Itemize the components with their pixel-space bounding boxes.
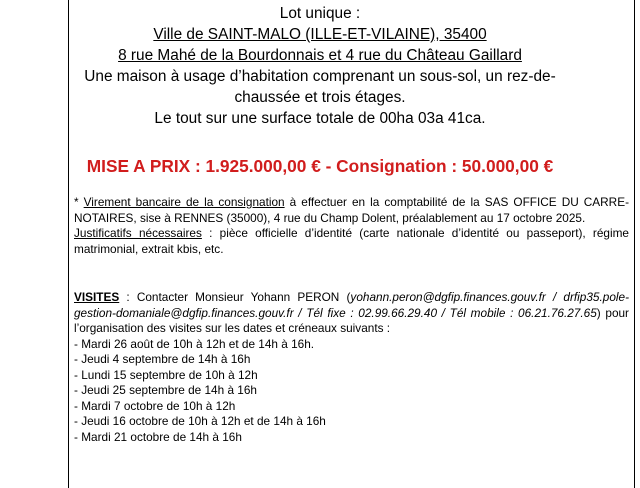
- visit-date-item: - Jeudi 25 septembre de 14h à 16h: [74, 383, 257, 397]
- lot-address: 8 rue Mahé de la Bourdonnais et 4 rue du Château Gaillard: [118, 47, 522, 64]
- visit-date-item: - Mardi 26 août de 10h à 12h et de 14h à 16h.: [74, 336, 315, 351]
- visites-contact: yohann.peron@dgfip.finances.gouv.fr / drfip35.pole-gestion-domaniale@dgfip.finances.gouv.fr / Tél fixe : 02.99.66.29.40 / Tél mobile : 06.21.76.27.65: [74, 290, 629, 320]
- visit-dates-list: [74, 337, 629, 446]
- visit-date-item: - Mardi 7 octobre de 10h à 12h: [74, 398, 236, 413]
- visit-date-item: - Jeudi 16 octobre de 10h à 12h et de 14h à 16h: [74, 414, 326, 428]
- lot-desc-line1: Une maison à usage d’habitation comprenant un sous-sol, un rez-de-: [84, 68, 556, 85]
- visites-outro: ) pour l’organisation des visites sur les dates et créneaux suivants :: [74, 305, 629, 335]
- consignation-link: Virement bancaire de la consignation: [83, 195, 285, 209]
- lot-surface: Le tout sur une surface totale de 00ha 03a 41ca.: [154, 110, 486, 127]
- lot-city: Ville de SAINT-MALO (ILLE-ET-VILAINE), 35400: [153, 26, 487, 43]
- lot-description: [0, 3, 640, 129]
- visit-date-item: - Mardi 21 octobre de 14h à 16h: [74, 429, 242, 444]
- visit-date-item: - Jeudi 4 septembre de 14h à 16h: [74, 352, 251, 366]
- visites-paragraph: [74, 290, 629, 337]
- lot-desc-line2: chaussée et trois étages.: [234, 89, 406, 106]
- visites-label: VISITES: [74, 290, 120, 304]
- visites-section: [74, 290, 629, 445]
- price-line: MISE A PRIX : 1.925.000,00 € - Consignation : 50.000,00 €: [86, 156, 554, 176]
- visites-intro: : Contacter Monsieur Yohann PERON (: [119, 290, 351, 304]
- lot-title: Lot unique :: [279, 5, 361, 22]
- consignation-text: à effectuer en la comptabilité de la SAS OFFICE DU CARRE-NOTAIRES, sise à RENNES (35000), 4 rue du Champ Dolent, préalablement au 17 octobre 2025.: [74, 195, 629, 225]
- justificatifs-label: Justificatifs nécessaires: [74, 226, 202, 240]
- consignation-paragraph: [74, 195, 629, 226]
- visit-date-item: - Lundi 15 septembre de 10h à 12h: [74, 367, 258, 382]
- asterisk: *: [74, 195, 84, 209]
- justificatifs-paragraph: [74, 226, 629, 257]
- justificatifs-text: : pièce officielle d’identité (carte nationale d’identité ou passeport), régime matrimonial, extrait kbis, etc.: [74, 226, 629, 256]
- consignation-section: [74, 195, 629, 257]
